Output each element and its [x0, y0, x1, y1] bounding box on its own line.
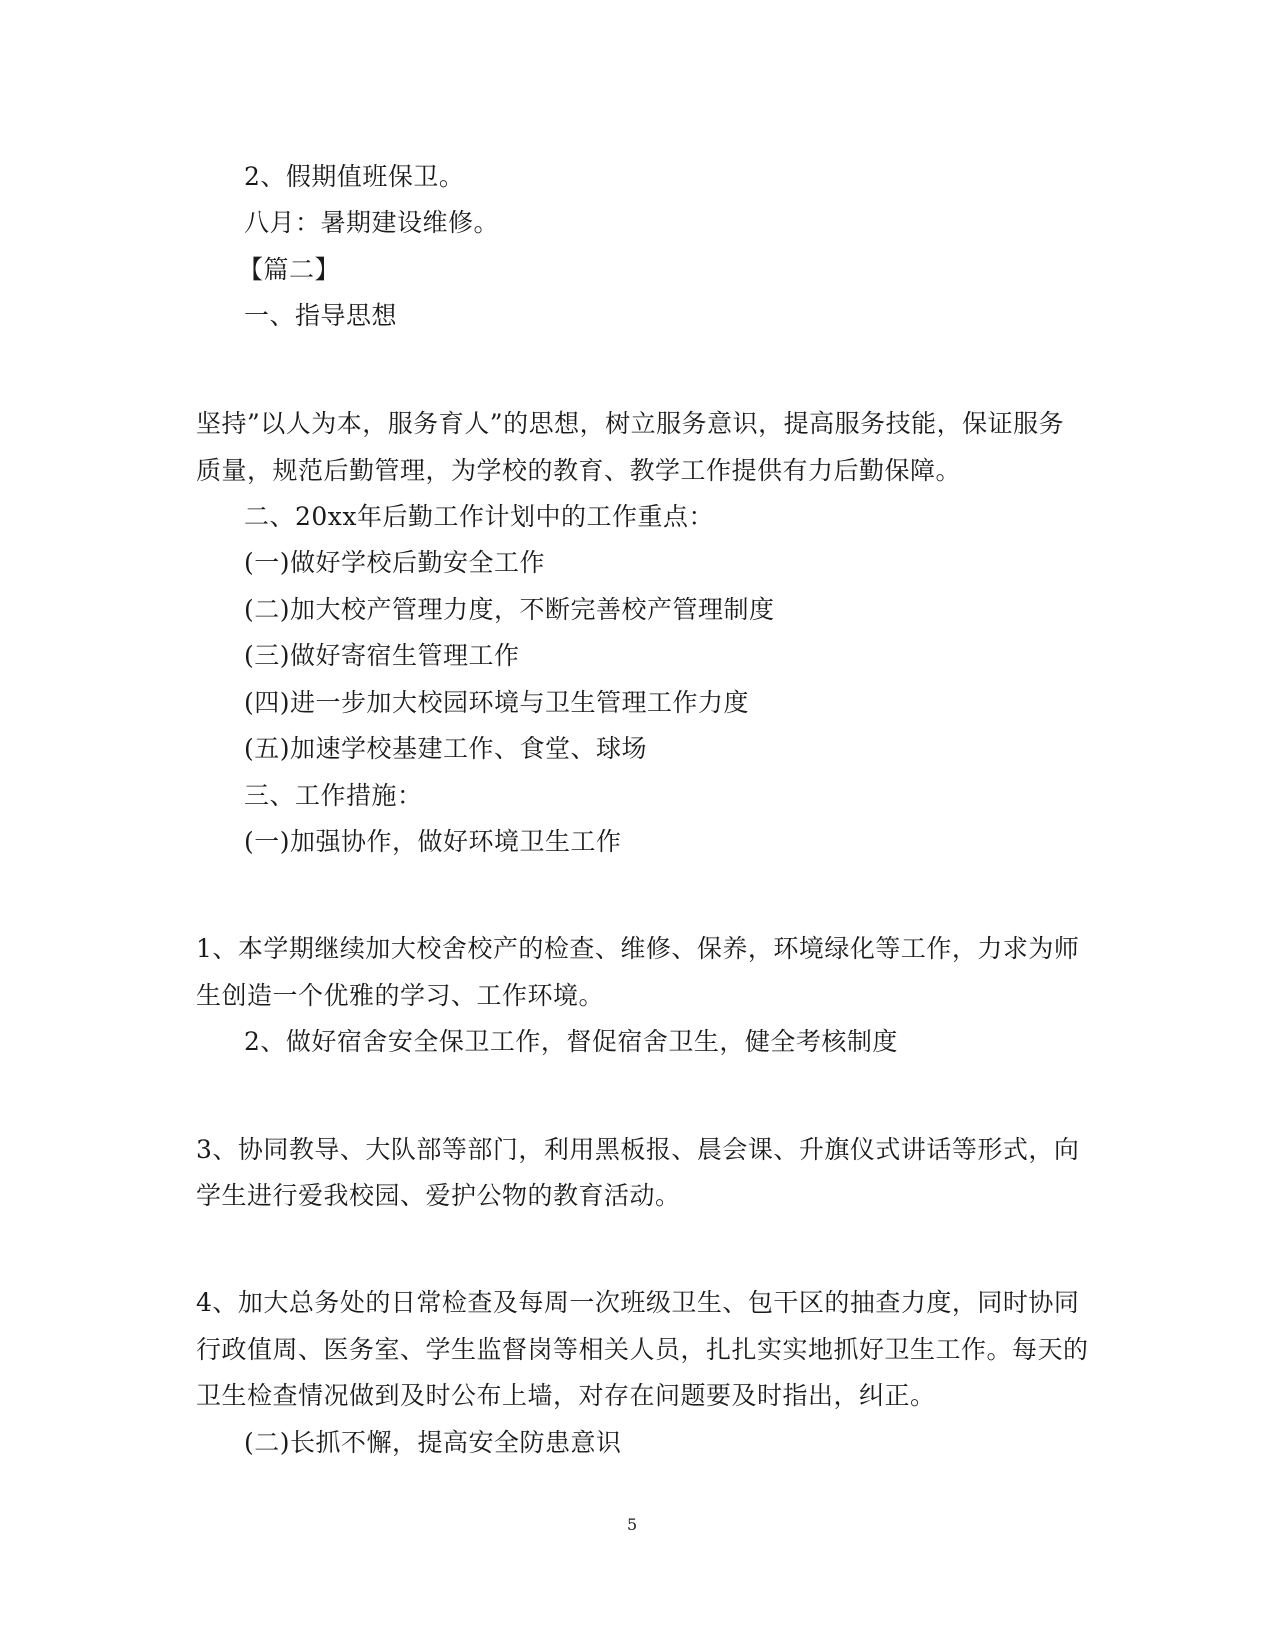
text-line: 2、做好宿舍安全保卫工作，督促宿舍卫生，健全考核制度 [244, 1027, 898, 1056]
text-line: 1、本学期继续加大校舍校产的检查、维修、保养，环境绿化等工作，力求为师 [196, 934, 1080, 963]
text-line: 三、工作措施： [244, 781, 423, 810]
page-number: 5 [627, 1515, 638, 1534]
text-line: 八月：暑期建设维修。 [244, 208, 500, 237]
text-line: 一、指导思想 [244, 301, 398, 330]
text-line: (三)做好寄宿生管理工作 [244, 641, 520, 670]
text-line: 2、假期值班保卫。 [244, 162, 465, 191]
text-line: (一)加强协作，做好环境卫生工作 [244, 827, 622, 856]
text-line: (四)进一步加大校园环境与卫生管理工作力度 [244, 688, 750, 717]
text-line: (五)加速学校基建工作、食堂、球场 [244, 734, 648, 763]
text-line: 行政值周、医务室、学生监督岗等相关人员，扎扎实实地抓好卫生工作。每天的 [196, 1335, 1089, 1364]
text-line: 3、协同教导、大队部等部门，利用黑板报、晨会课、升旗仪式讲话等形式，向 [196, 1135, 1080, 1164]
text-line: 4、加大总务处的日常检查及每周一次班级卫生、包干区的抽查力度，同时协同 [196, 1288, 1080, 1317]
section-heading: 【篇二】 [238, 255, 341, 284]
text-line: 质量，规范后勤管理，为学校的教育、教学工作提供有力后勤保障。 [196, 456, 962, 485]
text-line: 生创造一个优雅的学习、工作环境。 [196, 981, 605, 1010]
text-line: (二)长抓不懈，提高安全防患意识 [244, 1428, 622, 1457]
text-line: 学生进行爱我校园、爱护公物的教育活动。 [196, 1181, 681, 1210]
text-line: 卫生检查情况做到及时公布上墙，对存在问题要及时指出，纠正。 [196, 1381, 936, 1410]
text-line: 坚持”以人为本，服务育人”的思想，树立服务意识，提高服务技能，保证服务 [196, 409, 1065, 438]
text-line: 二、20xx年后勤工作计划中的工作重点： [244, 502, 715, 531]
text-line: (二)加大校产管理力度，不断完善校产管理制度 [244, 595, 775, 624]
text-line: (一)做好学校后勤安全工作 [244, 548, 546, 577]
